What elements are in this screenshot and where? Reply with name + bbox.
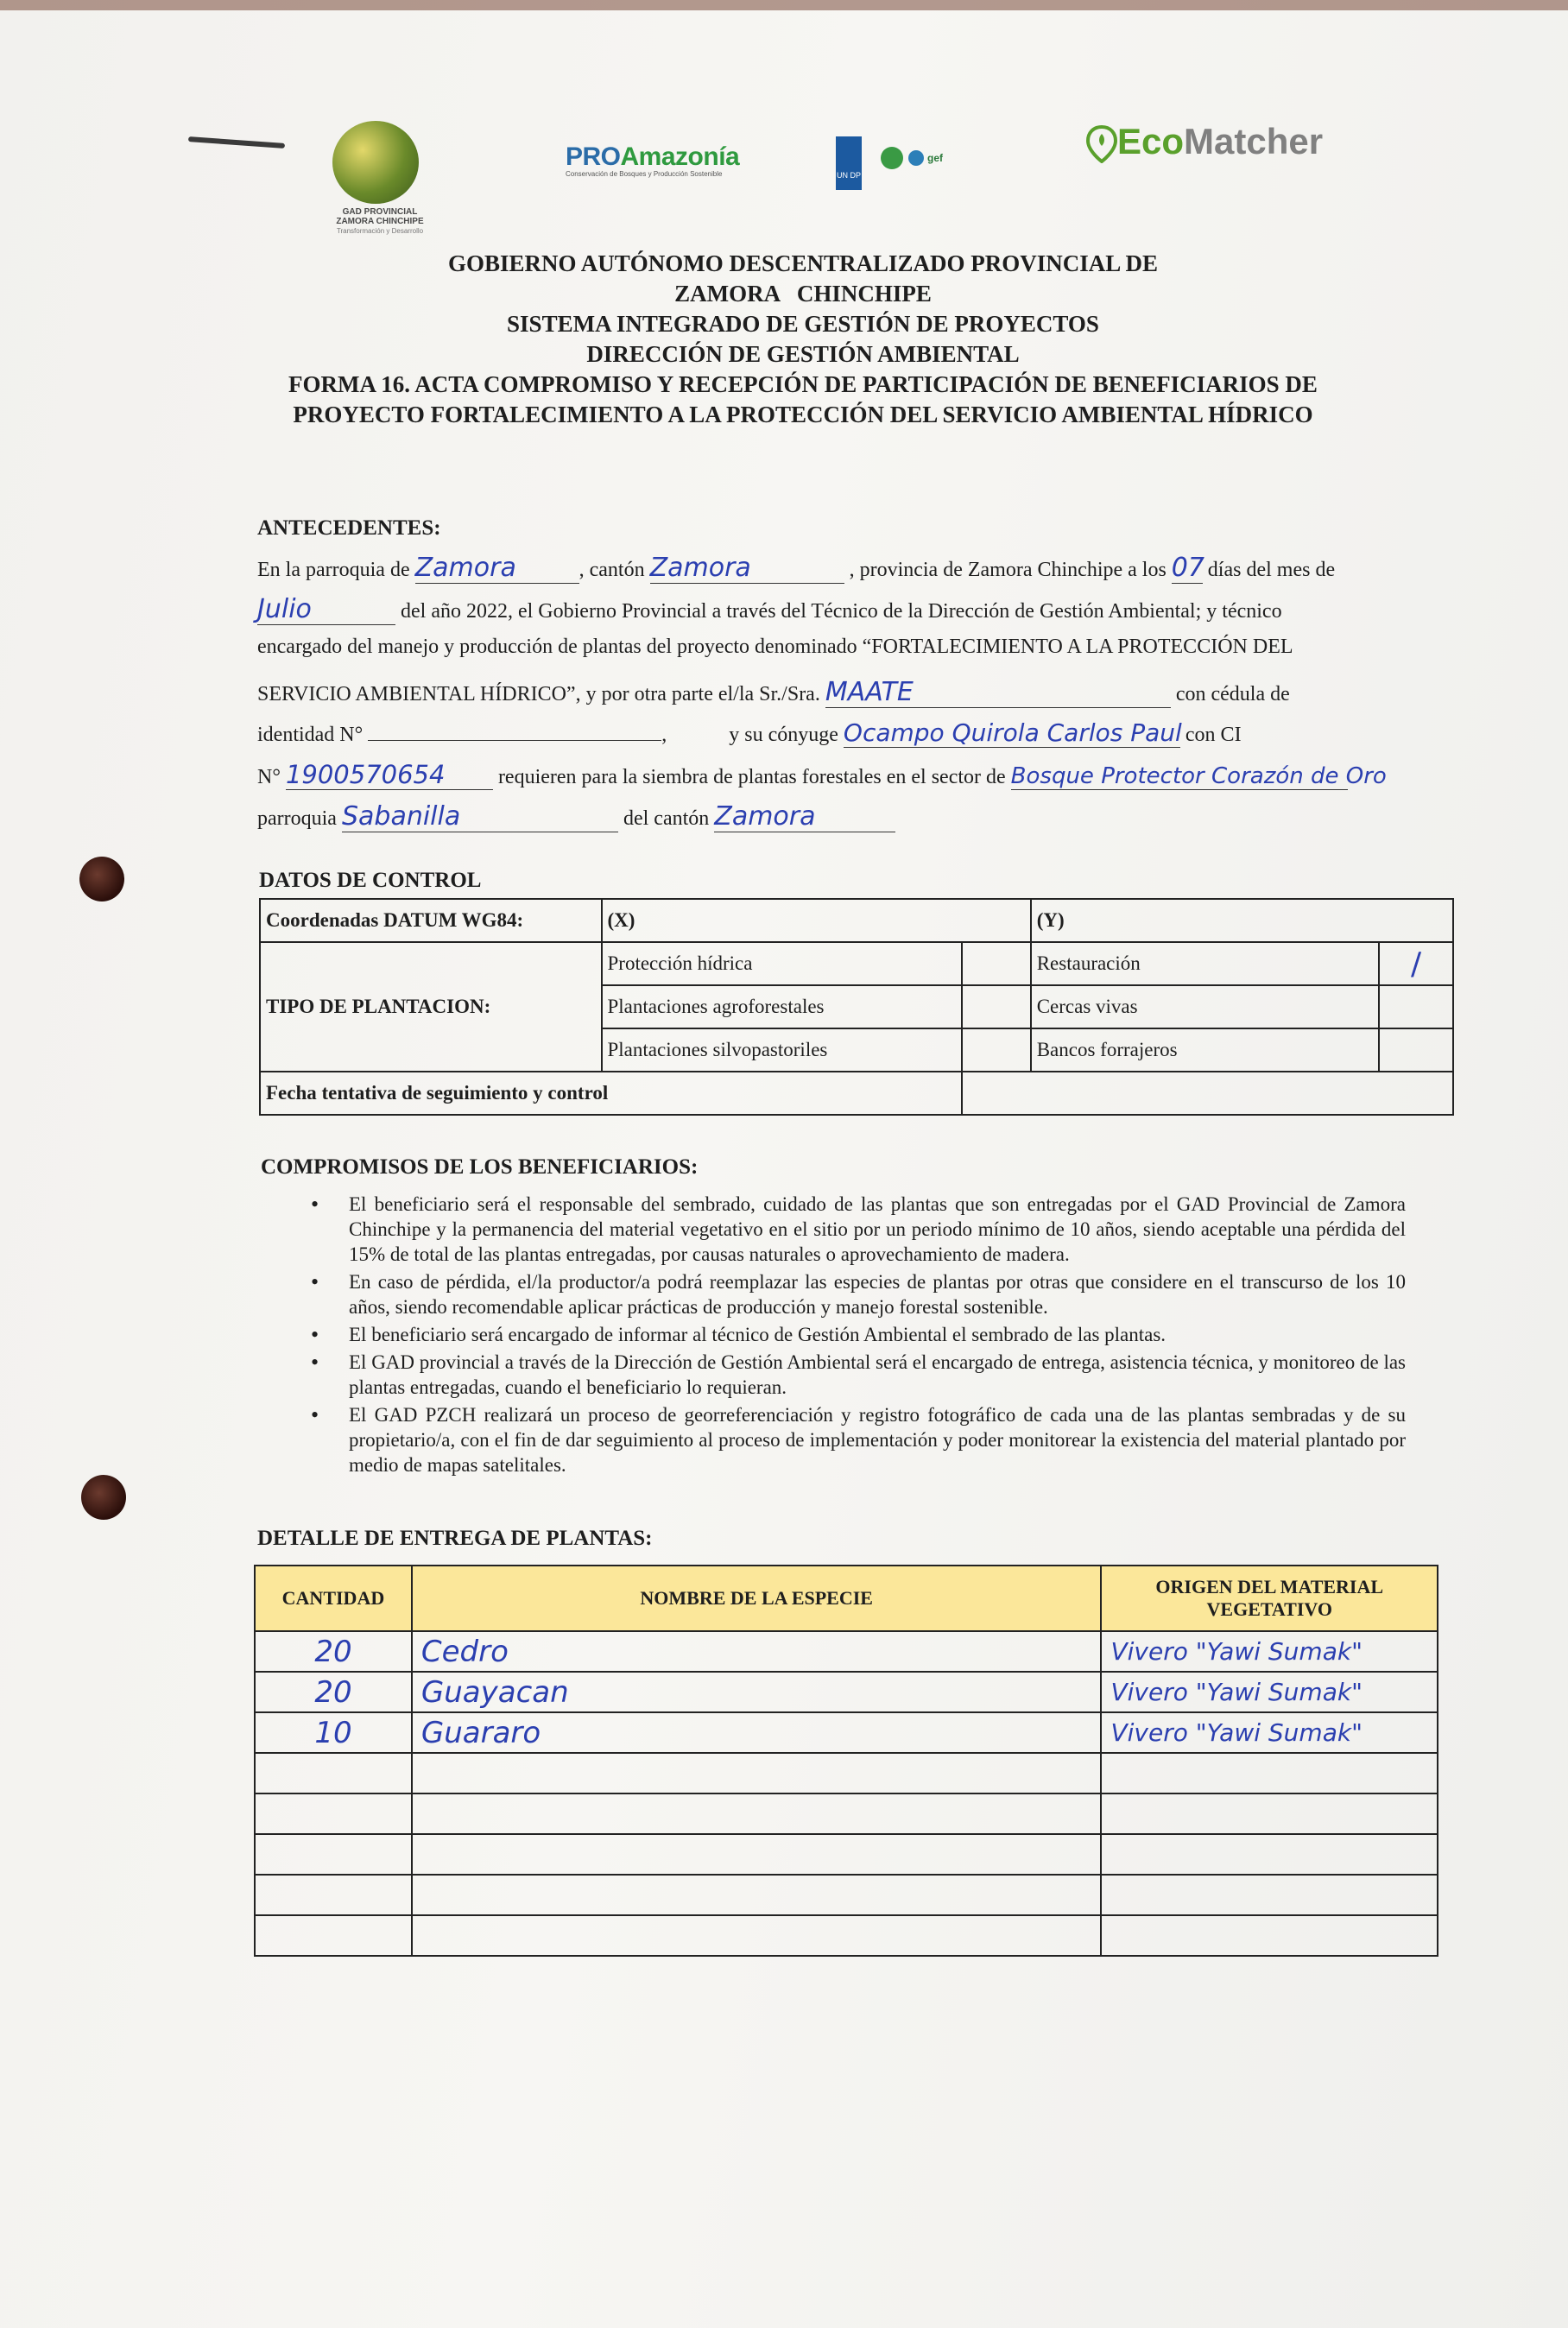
table-row [255,1875,1438,1915]
globe-icon [881,147,903,169]
origen-cell[interactable] [1101,1793,1438,1834]
map-pin-icon [1086,125,1117,163]
cantidad-cell[interactable]: 20 [255,1631,412,1672]
option-bancos-forrajeros: Bancos forrajeros [1031,1028,1379,1072]
cantidad-cell[interactable] [255,1915,412,1956]
cantidad-cell[interactable] [255,1875,412,1915]
header-line3: SISTEMA INTEGRADO DE GESTIÓN DE PROYECTOS [507,311,1099,337]
gad-logo-line3: Transformación y Desarrollo [336,227,424,235]
coordinates-label: Coordenadas DATUM WG84: [260,899,602,942]
checkbox-proteccion-hidrica[interactable] [962,942,1031,985]
especie-cell[interactable] [412,1793,1102,1834]
gef-logo-text: gef [927,152,943,164]
table-row [255,1834,1438,1875]
header-line2: ZAMORA CHINCHIPE [674,281,932,307]
list-item: • El beneficiario será el responsable del sembrado, cuidado de las plantas que son entregadas por el GAD Provincial de Zamora Chinchipe y la permanencia del material vegetativo en el sitio por un periodo mínimo de 10 años, siendo aceptable una pérdida del 15% de total de las plantas entregadas, por causas naturales o aprovechamiento de madera. [311,1192,1406,1267]
gef-logo [881,147,943,169]
list-item: • El GAD PZCH realizará un proceso de georreferenciación y registro fotográfico de cada una de las plantas sembradas y de su propietario/a, con el fin de dar seguimiento al proceso de implementación y poder monitorear la existencia del material plantado por medio de mapas satelitales. [311,1402,1406,1477]
dias-value: 07 [1171,553,1204,583]
mes-value: Julio [257,594,312,624]
form-title-line2: PROYECTO FORTALECIMIENTO A LA PROTECCIÓN DEL SERVICIO AMBIENTAL HÍDRICO [293,402,1313,427]
undp-logo-text: UN DP [836,171,861,180]
undp-logo [836,136,862,190]
punch-hole-bottom [81,1475,126,1520]
ecomatcher-logo [1086,121,1323,163]
option-restauracion: Restauración [1031,942,1379,985]
header-line1: GOBIERNO AUTÓNOMO DESCENTRALIZADO PROVINCIAL DE [447,250,1159,276]
checkbox-bancos-forrajeros[interactable] [1379,1028,1453,1072]
especie-cell[interactable] [412,1753,1102,1793]
delivery-table [254,1565,1438,1957]
document-header [199,249,1407,430]
table-row [255,1672,1438,1712]
proamazonia-name-b: Amazonía [620,142,740,171]
option-agroforestales: Plantaciones agroforestales [602,985,962,1028]
origen-cell[interactable] [1101,1915,1438,1956]
header-line4: DIRECCIÓN DE GESTIÓN AMBIENTAL [586,341,1020,367]
check-mark-icon: / [1410,946,1422,982]
antecedentes-line6: N° 1900570654 requieren para la siembra de plantas forestales en el sector de Bosque Protector Corazón de Oro [257,760,1387,789]
antecedentes-line2: Julio del año 2022, el Gobierno Provincial a través del Técnico de la Dirección de Gestión Ambiental; y técnico [257,594,1282,624]
antecedentes-line5: identidad N° , y su cónyuge Ocampo Quirola Carlos Paul con CI [257,718,1242,747]
checkbox-silvopastoriles[interactable] [962,1028,1031,1072]
especie-cell[interactable] [412,1875,1102,1915]
table-row [255,1915,1438,1956]
origen-cell[interactable]: Vivero "Yawi Sumak" [1101,1631,1438,1672]
option-silvopastoriles: Plantaciones silvopastoriles [602,1028,962,1072]
especie-cell[interactable]: Guayacan [412,1672,1102,1712]
gad-logo-line1: GAD PROVINCIAL [342,207,418,217]
antecedentes-line3: encargado del manejo y producción de plantas del proyecto denominado “FORTALECIMIENTO A LA PROTECCIÓN DEL [257,636,1293,658]
origen-cell[interactable] [1101,1753,1438,1793]
top-edge-shadow [0,0,1568,10]
header-especie: NOMBRE DE LA ESPECIE [412,1566,1102,1631]
cantidad-cell[interactable] [255,1793,412,1834]
table-row [255,1631,1438,1672]
origen-cell[interactable] [1101,1875,1438,1915]
x-coordinate-label: (X) [602,899,1031,942]
proamazonia-subtitle: Conservación de Bosques y Producción Sostenible [566,170,723,178]
compromisos-list [311,1192,1406,1480]
pen-stroke-mark [188,136,285,149]
origen-cell[interactable]: Vivero "Yawi Sumak" [1101,1712,1438,1753]
antecedentes-line1: En la parroquia de Zamora , cantón Zamora , provincia de Zamora Chinchipe a los 07 días del mes de [257,553,1336,583]
list-item: • El GAD provincial a través de la Dirección de Gestión Ambiental será el encargado de entrega, asistencia técnica, y monitoreo de las plantas entregadas, cuando el beneficiario lo requieran. [311,1350,1406,1400]
ci-value: 1900570654 [285,760,446,789]
especie-cell[interactable]: Cedro [412,1631,1102,1672]
proamazonia-logo [566,142,739,178]
antecedentes-title: ANTECEDENTES: [257,516,441,540]
plantation-type-label: TIPO DE PLANTACION: [260,942,602,1072]
cantidad-cell[interactable] [255,1834,412,1875]
antecedentes-line4: SERVICIO AMBIENTAL HÍDRICO”, y por otra parte el/la Sr./Sra. MAATE con cédula de [257,677,1290,707]
option-cercas-vivas: Cercas vivas [1031,985,1379,1028]
gad-logo-line2: ZAMORA CHINCHIPE [336,217,424,226]
form-title-line1: FORMA 16. ACTA COMPROMISO Y RECEPCIÓN DE PARTICIPACIÓN DE BENEFICIARIOS DE [288,371,1318,397]
parroquia-value: Zamora [414,553,516,583]
cantidad-cell[interactable]: 20 [255,1672,412,1712]
table-row [255,1753,1438,1793]
nombre-value: MAATE [825,677,914,707]
gad-zamora-logo [324,121,462,242]
parroquia2-value: Sabanilla [341,801,461,832]
ecomatcher-eco: Eco [1117,121,1185,161]
origen-cell[interactable] [1101,1834,1438,1875]
header-cantidad: CANTIDAD [255,1566,412,1631]
leaf-icon [908,150,924,166]
control-table [259,898,1454,1116]
list-item: • En caso de pérdida, el/la productor/a podrá reemplazar las especies de plantas por otras que considere en el transcurso de los 10 años, siendo recomendable aplicar prácticas de producción y manejo forestal sostenible. [311,1269,1406,1319]
fecha-seguimiento-label: Fecha tentativa de seguimiento y control [260,1072,962,1115]
table-row [255,1712,1438,1753]
punch-hole-top [79,857,124,901]
checkbox-agroforestales[interactable] [962,985,1031,1028]
canton2-value: Zamora [714,801,816,832]
compromisos-title: COMPROMISOS DE LOS BENEFICIARIOS: [261,1155,699,1179]
datos-control-title: DATOS DE CONTROL [259,869,482,892]
entrega-title: DETALLE DE ENTREGA DE PLANTAS: [257,1527,653,1550]
cantidad-cell[interactable] [255,1753,412,1793]
ecomatcher-matcher: Matcher [1184,121,1324,161]
cantidad-cell[interactable]: 10 [255,1712,412,1753]
table-row [255,1793,1438,1834]
origen-cell[interactable]: Vivero "Yawi Sumak" [1101,1672,1438,1712]
sector-value: Bosque Protector Corazón de Oro [1010,763,1387,789]
canton-value: Zamora [649,553,751,583]
checkbox-restauracion[interactable] [1379,942,1453,985]
header-origen: ORIGEN DEL MATERIAL VEGETATIVO [1101,1566,1438,1631]
gad-emblem-icon [332,121,419,204]
especie-cell[interactable]: Guararo [412,1712,1102,1753]
conyuge-value: Ocampo Quirola Carlos Paul [843,718,1182,747]
option-proteccion-hidrica: Protección hídrica [602,942,962,985]
proamazonia-name-a: PRO [566,142,621,171]
especie-cell[interactable] [412,1834,1102,1875]
antecedentes-line7: parroquia Sabanilla del cantón Zamora [257,801,895,832]
list-item: • El beneficiario será encargado de informar al técnico de Gestión Ambiental el sembrado de las plantas. [311,1322,1406,1347]
checkbox-cercas-vivas[interactable] [1379,985,1453,1028]
fecha-seguimiento-field[interactable] [962,1072,1453,1115]
y-coordinate-label: (Y) [1031,899,1453,942]
especie-cell[interactable] [412,1915,1102,1956]
